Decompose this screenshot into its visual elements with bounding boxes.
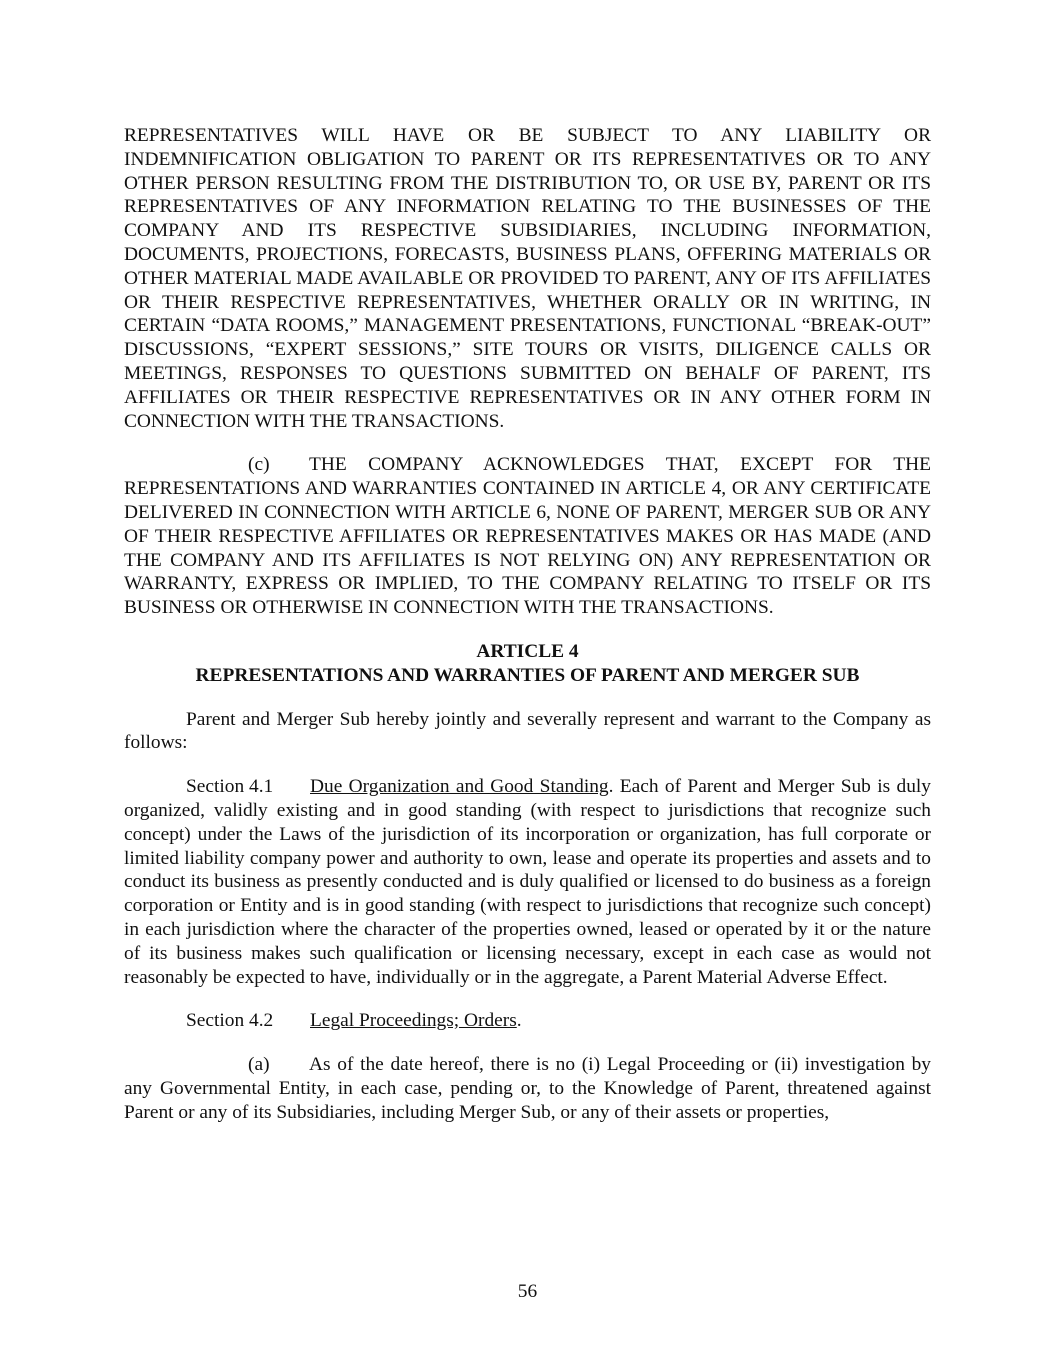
section-4-2-number: Section 4.2 <box>186 1010 274 1032</box>
paragraph-c-label: (c) <box>248 454 270 476</box>
article-title: REPRESENTATIONS AND WARRANTIES OF PARENT AND MERGER SUB <box>195 664 860 686</box>
section-4-1-number: Section 4.1 <box>186 776 274 798</box>
paragraph-c <box>124 453 931 620</box>
section-4-2-tail: . <box>516 1010 522 1032</box>
paragraph-c-text: THE COMPANY ACKNOWLEDGES THAT, EXCEPT FOR THE REPRESENTATIONS AND WARRANTIES CONTAINED IN ARTICLE 4, OR ANY CERTIFICATE DELIVERED IN CONNECTION WITH ARTICLE 6, NONE OF PARENT, MERGER SUB OR ANY OF THEIR RESPECTIVE AFFILIATES OR REPRESENTATIVES MAKES OR HAS MADE (AND THE COMPANY AND ITS AFFILIATES IS NOT RELYING ON) ANY REPRESENTATION OR WARRANTY, EXPRESS OR IMPLIED, TO THE COMPANY RELATING TO ITSELF OR ITS BUSINESS OR OTHERWISE IN CONNECTION WITH THE TRANSACTIONS. <box>124 454 931 619</box>
paragraph-a-text: As of the date hereof, there is no (i) Legal Proceeding or (ii) investigation by any Governmental Entity, in each case, pending or, to the Knowledge of Parent, threatened against Parent or any of its Subsidiaries, including Merger Sub, or any of their assets or properties, <box>124 1054 931 1123</box>
section-4-1 <box>124 775 931 989</box>
document-page <box>124 124 931 1124</box>
paragraph-a-label: (a) <box>248 1054 270 1076</box>
section-4-1-heading: Due Organization and Good Standing <box>310 776 609 798</box>
section-4-2 <box>124 1009 931 1033</box>
paragraph-a <box>124 1053 931 1124</box>
page-number: 56 <box>517 1281 538 1302</box>
article-intro: Parent and Merger Sub hereby jointly and severally represent and warrant to the Company as follows: <box>124 708 931 754</box>
article-number: ARTICLE 4 <box>476 640 579 662</box>
paragraph-disclaimer-continued: REPRESENTATIVES WILL HAVE OR BE SUBJECT TO ANY LIABILITY OR INDEMNIFICATION OBLIGATION TO PARENT OR ITS REPRESENTATIVES OR TO ANY OTHER PERSON RESULTING FROM THE DISTRIBUTION TO, OR USE BY, PARENT OR ITS REPRESENTATIVES OF ANY INFORMATION RELATING TO THE BUSINESSES OF THE COMPANY AND ITS RESPECTIVE SUBSIDIARIES, INCLUDING INFORMATION, DOCUMENTS, PROJECTIONS, FORECASTS, BUSINESS PLANS, OFFERING MATERIALS OR OTHER MATERIAL MADE AVAILABLE OR PROVIDED TO PARENT, ANY OF ITS AFFILIATES OR THEIR RESPECTIVE REPRESENTATIVES, WHETHER ORALLY OR IN WRITING, IN CERTAIN “DATA ROOMS,” MANAGEMENT PRESENTATIONS, FUNCTIONAL “BREAK-OUT” DISCUSSIONS, “EXPERT SESSIONS,” SITE TOURS OR VISITS, DILIGENCE CALLS OR MEETINGS, RESPONSES TO QUESTIONS SUBMITTED ON BEHALF OF PARENT, ITS AFFILIATES OR THEIR RESPECTIVE REPRESENTATIVES OR IN ANY OTHER FORM IN CONNECTION WITH THE TRANSACTIONS. <box>124 125 931 432</box>
section-4-2-heading: Legal Proceedings; Orders <box>310 1010 517 1032</box>
section-4-1-text: . Each of Parent and Merger Sub is duly organized, validly existing and in good standing (with respect to jurisdictions that recognize such concept) under the Laws of the jurisdiction of its incorporation or organization, has full corporate or limited liability company power and authority to own, lease and operate its properties and assets and to conduct its business as presently conducted and is duly qualified or licensed to do business as a foreign corporation or Entity and is in good standing (with respect to jurisdictions that recognize such concept) in each jurisdiction where the character of the properties owned, leased or operated by it or the nature of its business makes such qualification or licensing necessary, except in each case as would not reasonably be expected to have, individually or in the aggregate, a Parent Material Adverse Effect. <box>124 776 931 988</box>
